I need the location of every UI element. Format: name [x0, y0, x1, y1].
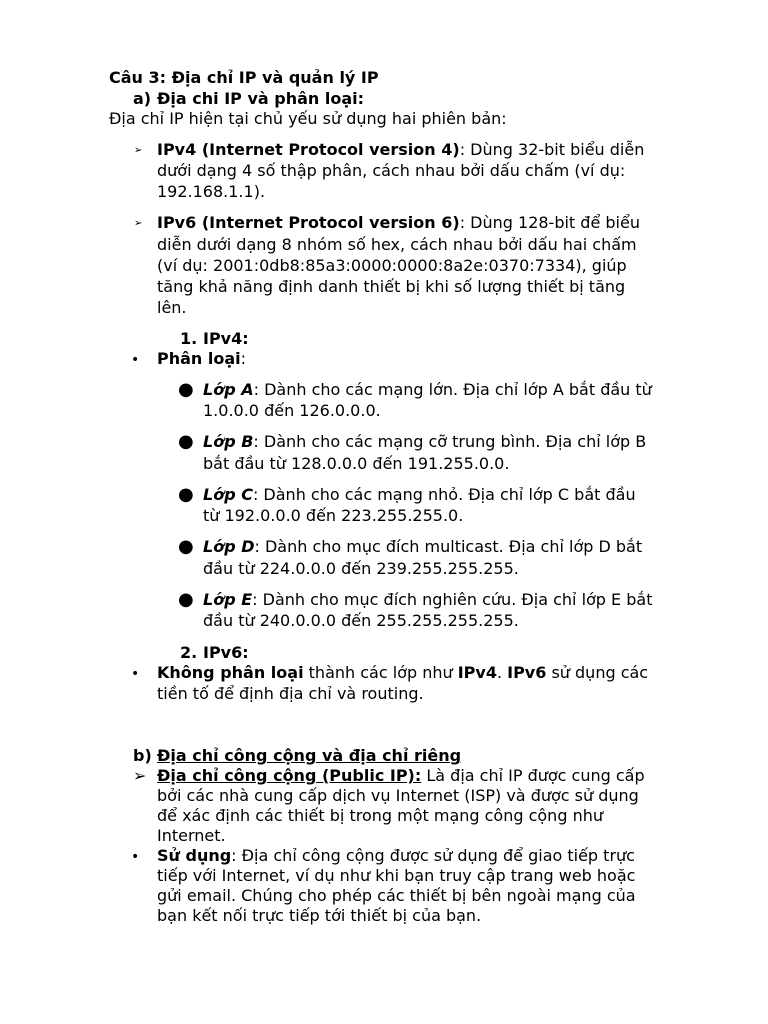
bullet-dot-icon: ●	[178, 536, 194, 557]
ipv6-note-term: Không phân loại	[157, 663, 304, 682]
class-e-line-2: đầu từ 240.0.0.0 đến 255.255.255.255.	[203, 611, 519, 630]
page-heading: Câu 3: Địa chỉ IP và quản lý IP	[109, 68, 379, 87]
class-c-line-1	[203, 485, 636, 505]
public-text: Là địa chỉ IP được cung cấp	[421, 766, 645, 785]
ipv4-term: IPv4 (Internet Protocol version 4)	[157, 140, 460, 159]
bullet-dot-icon: •	[131, 352, 140, 368]
public-line-1	[157, 766, 645, 786]
bullet-dot-icon: •	[131, 666, 140, 682]
usage-line-1	[157, 846, 635, 866]
section-b-label: b)	[133, 746, 152, 765]
class-e-term: Lớp E	[203, 590, 253, 609]
class-c-term: Lớp C	[203, 485, 253, 504]
ipv6-line-3: (ví dụ: 2001:0db8:85a3:0000:0000:8a2e:0370:7334), giúp	[157, 256, 627, 275]
ipv6-note-line-1	[157, 663, 648, 683]
ipv6-note-ipv4: IPv4	[457, 663, 497, 682]
ipv6-line-2: diễn dưới dạng 8 nhóm số hex, cách nhau bởi dấu hai chấm	[157, 235, 637, 254]
class-e-text: : Dành cho mục đích nghiên cứu. Địa chỉ lớp E bắt	[252, 590, 653, 609]
public-line-2: bởi các nhà cung cấp dịch vụ Internet (ISP) và được sử dụng	[157, 786, 639, 805]
ipv6-note-text-1: thành các lớp như	[303, 663, 458, 682]
bullet-dot-icon: ●	[178, 431, 194, 452]
arrow-bullet-icon: ➢	[134, 145, 143, 156]
usage-line-3: gửi email. Chúng cho phép các thiết bị bên ngoài mạng của	[157, 886, 636, 905]
class-b-line-2: bắt đầu từ 128.0.0.0 đến 191.255.0.0.	[203, 454, 510, 473]
ipv4-line-2: dưới dạng 4 số thập phân, cách nhau bởi dấu chấm (ví dụ:	[157, 161, 626, 180]
class-a-text: : Dành cho các mạng lớn. Địa chỉ lớp A bắt đầu từ	[253, 380, 652, 399]
ipv6-note-ipv6: IPv6	[507, 663, 547, 682]
class-a-line-2: 1.0.0.0 đến 126.0.0.0.	[203, 401, 381, 420]
class-b-term: Lớp B	[203, 432, 254, 451]
section-a-title: Địa chi IP và phân loại:	[157, 89, 364, 108]
sec2-title: IPv6:	[203, 643, 249, 662]
ipv6-line-5: lên.	[157, 298, 187, 317]
ipv6-note-text-3: sử dụng các	[546, 663, 649, 682]
ipv6-line-1	[157, 213, 640, 233]
phanloai-term: Phân loại	[157, 349, 241, 368]
ipv4-line-1	[157, 140, 644, 160]
ipv6-note-line-2: tiền tố để định địa chỉ và routing.	[157, 684, 424, 703]
sec2-number: 2.	[180, 643, 198, 662]
public-line-4: Internet.	[157, 826, 226, 845]
class-a-line-1	[203, 380, 652, 400]
ipv6-term: IPv6 (Internet Protocol version 6)	[157, 213, 460, 232]
bullet-dot-icon: ●	[178, 589, 194, 610]
sec1-title: IPv4:	[203, 329, 249, 348]
usage-term: Sử dụng	[157, 846, 232, 865]
sec1-number: 1.	[180, 329, 198, 348]
class-b-line-1	[203, 432, 646, 452]
bullet-dot-icon: ●	[178, 379, 194, 400]
ipv4-line-3: 192.168.1.1).	[157, 182, 266, 201]
phanloai-line	[157, 349, 246, 369]
intro-text: Địa chỉ IP hiện tại chủ yếu sử dụng hai phiên bản:	[109, 109, 507, 128]
class-d-text: : Dành cho mục đích multicast. Địa chỉ lớp D bắt	[254, 537, 643, 556]
public-term: Địa chỉ công cộng (Public IP):	[157, 766, 422, 785]
usage-line-4: bạn kết nối trực tiếp tới thiết bị của bạn.	[157, 906, 482, 925]
class-a-term: Lớp A	[203, 380, 254, 399]
usage-line-2: tiếp với Internet, ví dụ như khi bạn truy cập trang web hoặc	[157, 866, 636, 885]
ipv6-note-text-2: .	[496, 663, 508, 682]
class-e-line-1	[203, 590, 652, 610]
class-d-term: Lớp D	[203, 537, 255, 556]
ipv6-text: : Dùng 128-bit để biểu	[459, 213, 640, 232]
arrow-bullet-icon: ➢	[134, 218, 143, 229]
ipv6-line-4: tăng khả năng định danh thiết bị khi số lượng thiết bị tăng	[157, 277, 626, 296]
class-d-line-2: đầu từ 224.0.0.0 đến 239.255.255.255.	[203, 559, 519, 578]
phanloai-rest: :	[240, 349, 247, 368]
usage-text: : Địa chỉ công cộng được sử dụng để giao tiếp trực	[231, 846, 635, 865]
section-b-title: Địa chỉ công cộng và địa chỉ riêng	[157, 746, 462, 765]
public-line-3: để xác định các thiết bị trong một mạng công cộng như	[157, 806, 603, 825]
class-c-line-2: từ 192.0.0.0 đến 223.255.255.0.	[203, 506, 464, 525]
class-c-text: : Dành cho các mạng nhỏ. Địa chỉ lớp C bắt đầu	[252, 485, 636, 504]
arrow-bullet-icon: ➢	[133, 766, 147, 785]
section-a-label: a)	[133, 89, 152, 108]
class-b-text: : Dành cho các mạng cỡ trung bình. Địa chỉ lớp B	[253, 432, 647, 451]
bullet-dot-icon: ●	[178, 484, 194, 505]
bullet-dot-icon: •	[131, 849, 140, 865]
class-d-line-1	[203, 537, 642, 557]
ipv4-text: : Dùng 32-bit biểu diễn	[459, 140, 645, 159]
